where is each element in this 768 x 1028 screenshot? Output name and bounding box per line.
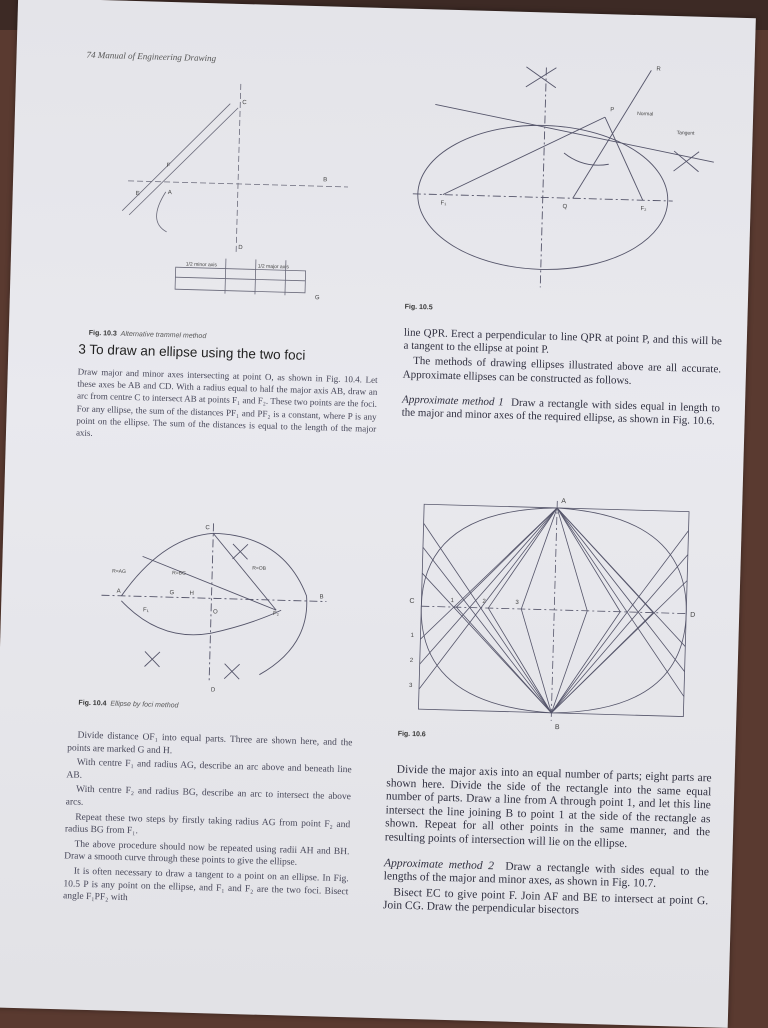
label-b: B	[323, 177, 328, 184]
caption-fig-10-5: Fig. 10.5	[404, 303, 433, 312]
step-divide-of1: Divide distance OF₁ into equal parts. Three are shown here, and the points are marked G and H.	[67, 730, 353, 756]
label-top-2: 2	[482, 598, 486, 605]
label-f1: F₁	[440, 200, 447, 207]
paragraph-approx-1	[402, 393, 721, 428]
running-header: 74 Manual of Engineering Drawing	[86, 49, 217, 64]
label-b: B	[319, 594, 324, 601]
paragraph-divide-major-axis: Divide the major axis into an equal number of parts; eight parts are shown here. Divide the side of the rectangle into the same equal number of parts. Draw a line from A through point 1, and let this line intersect the line joining B to point 1 at the side of the rectangle as shown. Repeat for all other points in the same manner, and the resulting points of intersection will lie on the ellipse.	[384, 763, 712, 850]
label-f: F	[166, 162, 171, 170]
paragraph-bisect-ec: Bisect EC to give point F. Join AF and BE to intersect at point G. Join CG. Draw the perpendicular bisectors	[382, 886, 709, 918]
approx2-heading: Approximate method 2	[383, 856, 495, 872]
label-r-ob: R=OB	[252, 565, 267, 572]
figure-trammel-method	[84, 60, 371, 341]
approx1-heading: Approximate method 1	[401, 393, 504, 409]
paragraph-methods-accurate: The methods of drawing ellipses illustrated above are all accurate. Approximate ellipses can be constructed as follows.	[402, 355, 722, 387]
label-f2: F₂	[272, 611, 280, 618]
label-c: C	[409, 597, 415, 605]
label-b: B	[554, 723, 560, 732]
step-arc-ag: With centre F₁ and radius AG, describe an arc above and beneath line AB.	[66, 757, 352, 781]
figure-10-6-rectangle-method	[403, 489, 700, 737]
label-major: 1/2 major axis	[257, 263, 289, 271]
label-a: A	[167, 189, 172, 197]
label-o: O	[212, 609, 218, 616]
right-column-lower	[383, 763, 712, 924]
label-top-1: 1	[450, 598, 454, 605]
label-f2: F₂	[640, 206, 647, 213]
label-q: Q	[562, 203, 568, 211]
label-e: E	[135, 191, 140, 198]
label-g: G	[314, 295, 320, 302]
step-tangent: It is often necessary to draw a tangent to a point on an ellipse. In Fig. 10.5 P is any point on the ellipse, and F₁ and F₂ are the two foci. Bisect angle F₁PF₂ with	[62, 866, 349, 904]
step-arc-bg: With centre F₂ and radius BG, describe an arc to intersect the above arcs.	[65, 784, 352, 808]
label-r-ag: R=AG	[112, 568, 127, 575]
label-tangent: Tangent	[676, 130, 695, 137]
label-d: D	[690, 611, 696, 619]
label-side-3: 3	[408, 682, 413, 689]
label-top-3: 3	[515, 599, 519, 606]
label-d: D	[210, 687, 216, 694]
caption-fig-10-3: Fig. 10.3 Alternative trammel method	[88, 329, 207, 341]
label-g: G	[169, 590, 175, 597]
label-r-bg: R=BG	[172, 570, 186, 577]
step-repeat: Repeat these two steps by firstly taking radius AG from point F₂ and radius BG from F₁.	[64, 812, 351, 837]
label-h: H	[189, 590, 194, 597]
paragraph-foci-intro: Draw major and minor axes intersecting at point O, as shown in Fig. 10.4. Let these axes be AB and CD. With a radius equal to half the major axis AB, draw an arc from centre C to intersect AB at points F₁ and F₂. These two points are the foci. For any ellipse, the sum of the distances PF₁ and PF₂ is a constant, where P is any point on the ellipse. The sum of the distances is equal to the length of the major axis.	[75, 366, 378, 438]
label-d: D	[238, 244, 243, 252]
figure-10-5-tangent	[410, 44, 747, 313]
label-side-2: 2	[409, 657, 414, 664]
step-smooth-curve: The above procedure should now be repeated using radii AH and BH. Draw a smooth curve through these points to give the ellipse.	[64, 839, 350, 869]
label-minor: 1/2 minor axis	[185, 261, 217, 269]
approx2-text: Draw a rectangle with sides equal to the lengths of the major and minor axes, as shown in Fig. 10.7.	[383, 860, 710, 891]
approx1-text: Draw a rectangle with sides equal in length to the major and minor axes of the required ellipse, as shown in Fig. 10.6.	[401, 396, 721, 428]
label-p: P	[610, 107, 615, 114]
left-column-lower	[63, 729, 353, 913]
paragraph-qpr: line QPR. Erect a perpendicular to line QPR at point P, and this will be a tangent to the ellipse at point P.	[403, 326, 722, 356]
figure-10-4-foci	[99, 510, 344, 702]
label-c: C	[205, 525, 210, 532]
caption-fig-10-4: Fig. 10.4 Ellipse by foci method	[78, 699, 179, 710]
label-a: A	[561, 498, 567, 506]
caption-fig-10-6: Fig. 10.6	[397, 730, 426, 739]
right-column-top	[401, 327, 722, 431]
label-r: R	[656, 66, 661, 73]
label-a: A	[116, 588, 121, 595]
label-f1: F₁	[143, 607, 149, 614]
section-title: 3 To draw an ellipse using the two foci	[78, 341, 306, 363]
label-normal: Normal	[637, 111, 654, 118]
label-c: C	[242, 99, 247, 107]
label-side-1: 1	[410, 632, 414, 639]
